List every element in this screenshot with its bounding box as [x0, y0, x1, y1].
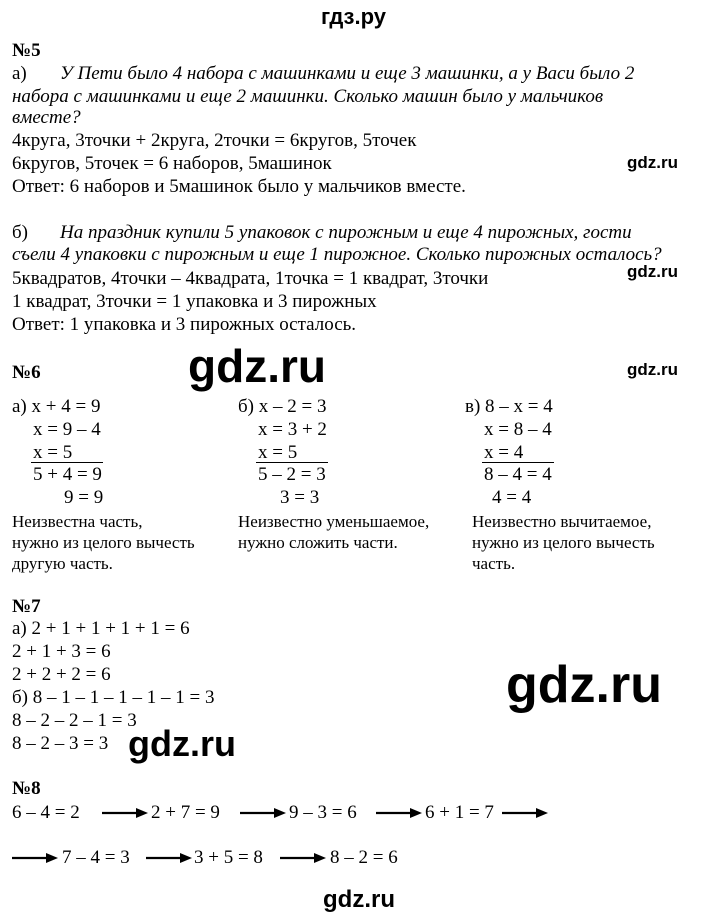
task-8-step: 2 + 7 = 9 [151, 802, 220, 823]
task-6c-equation: в) 8 – х = 4 [465, 396, 553, 417]
task-6b-underline [256, 462, 328, 463]
task-8-step: 6 – 4 = 2 [12, 802, 80, 823]
task-6b-note-2: нужно сложить части. [238, 533, 398, 552]
watermark-small: gdz.ru [627, 262, 678, 281]
task-8-step: 7 – 4 = 3 [62, 847, 130, 868]
task-6c-check: 8 – 4 = 4 [484, 464, 552, 485]
task-6a-note-3: другую часть. [12, 554, 113, 573]
task-8-number: №8 [12, 778, 41, 799]
watermark-large: gdz.ru [506, 656, 662, 714]
watermark-small: gdz.ru [627, 153, 678, 172]
task-6a-step: х = 9 – 4 [33, 419, 101, 440]
task-7-line-4: б) 8 – 1 – 1 – 1 – 1 – 1 = 3 [12, 687, 215, 708]
task-5b-problem-line-2: съели 4 упаковки с пирожным и еще 1 пирожное. Сколько пирожных осталось? [12, 244, 662, 265]
task-5-number: №5 [12, 40, 41, 61]
task-8-step: 9 – 3 = 6 [289, 802, 357, 823]
task-6a-result: х = 5 [33, 442, 73, 463]
task-6b-check: 5 – 2 = 3 [258, 464, 326, 485]
right-arrow-icon [240, 806, 288, 820]
task-6a-note-2: нужно из целого вычесть [12, 533, 195, 552]
task-7-line-3: 2 + 2 + 2 = 6 [12, 664, 111, 685]
right-arrow-icon [376, 806, 424, 820]
task-5a-solution-line-2: 6кругов, 5точек = 6 наборов, 5машинок [12, 153, 332, 174]
task-6a-check-result: 9 = 9 [64, 487, 104, 508]
task-5b-solution-line-2: 1 квадрат, 3точки = 1 упаковка и 3 пирожных [12, 291, 377, 312]
task-6a-underline [31, 462, 103, 463]
task-6b-result: х = 5 [258, 442, 298, 463]
task-8-step: 6 + 1 = 7 [425, 802, 494, 823]
task-5a-label: а) [12, 63, 27, 84]
task-5b-problem-line-1: На праздник купили 5 упаковок с пирожным и еще 4 пирожных, гости [60, 222, 632, 243]
task-6c-check-result: 4 = 4 [492, 487, 532, 508]
task-5a-problem-line-3: вместе? [12, 107, 81, 128]
task-8-step: 3 + 5 = 8 [194, 847, 263, 868]
task-6a-check: 5 + 4 = 9 [33, 464, 102, 485]
right-arrow-icon [102, 806, 150, 820]
task-5a-solution-line-1: 4круга, 3точки + 2круга, 2точки = 6кругов, 5точек [12, 130, 417, 151]
right-arrow-icon [146, 851, 194, 865]
task-7-line-6: 8 – 2 – 3 = 3 [12, 733, 109, 754]
task-6b-check-result: 3 = 3 [280, 487, 320, 508]
right-arrow-icon [280, 851, 328, 865]
task-6b-step: х = 3 + 2 [258, 419, 327, 440]
watermark-footer: gdz.ru [323, 886, 395, 913]
watermark-large: gdz.ru [188, 340, 326, 392]
task-6a-equation: а) х + 4 = 9 [12, 396, 101, 417]
task-5b-answer: Ответ: 1 упаковка и 3 пирожных осталось. [12, 314, 357, 335]
task-6c-step: х = 8 – 4 [484, 419, 552, 440]
task-5b-solution-line-1: 5квадратов, 4точки – 4квадрата, 1точка = 1 квадрат, 3точки [12, 268, 489, 289]
task-6b-equation: б) х – 2 = 3 [238, 396, 327, 417]
task-6b-note-1: Неизвестно уменьшаемое, [238, 512, 430, 531]
right-arrow-icon [502, 806, 550, 820]
task-6c-result: х = 4 [484, 442, 524, 463]
task-7-line-5: 8 – 2 – 2 – 1 = 3 [12, 710, 137, 731]
task-7-number: №7 [12, 596, 41, 617]
task-6c-note-3: часть. [472, 554, 516, 573]
task-7-line-1: а) 2 + 1 + 1 + 1 + 1 = 6 [12, 618, 190, 639]
watermark-small: gdz.ru [627, 360, 678, 379]
task-6c-underline [482, 462, 554, 463]
task-6c-note-2: нужно из целого вычесть [472, 533, 655, 552]
task-5b-label: б) [12, 222, 28, 243]
task-7-line-2: 2 + 1 + 3 = 6 [12, 641, 111, 662]
task-8-step: 8 – 2 = 6 [330, 847, 398, 868]
task-6a-note-1: Неизвестна часть, [12, 512, 143, 531]
right-arrow-icon [12, 851, 60, 865]
site-title: гдз.ру [321, 4, 386, 29]
task-6-number: №6 [12, 362, 41, 383]
task-5a-answer: Ответ: 6 наборов и 5машинок было у мальчиков вместе. [12, 176, 466, 197]
watermark-medium: gdz.ru [128, 723, 236, 764]
task-5a-problem-line-2: набора с машинками и еще 2 машинки. Сколько машин было у мальчиков [12, 86, 604, 107]
task-6c-note-1: Неизвестно вычитаемое, [472, 512, 652, 531]
task-5a-problem-line-1: У Пети было 4 набора с машинками и еще 3 машинки, а у Васи было 2 [60, 63, 635, 84]
